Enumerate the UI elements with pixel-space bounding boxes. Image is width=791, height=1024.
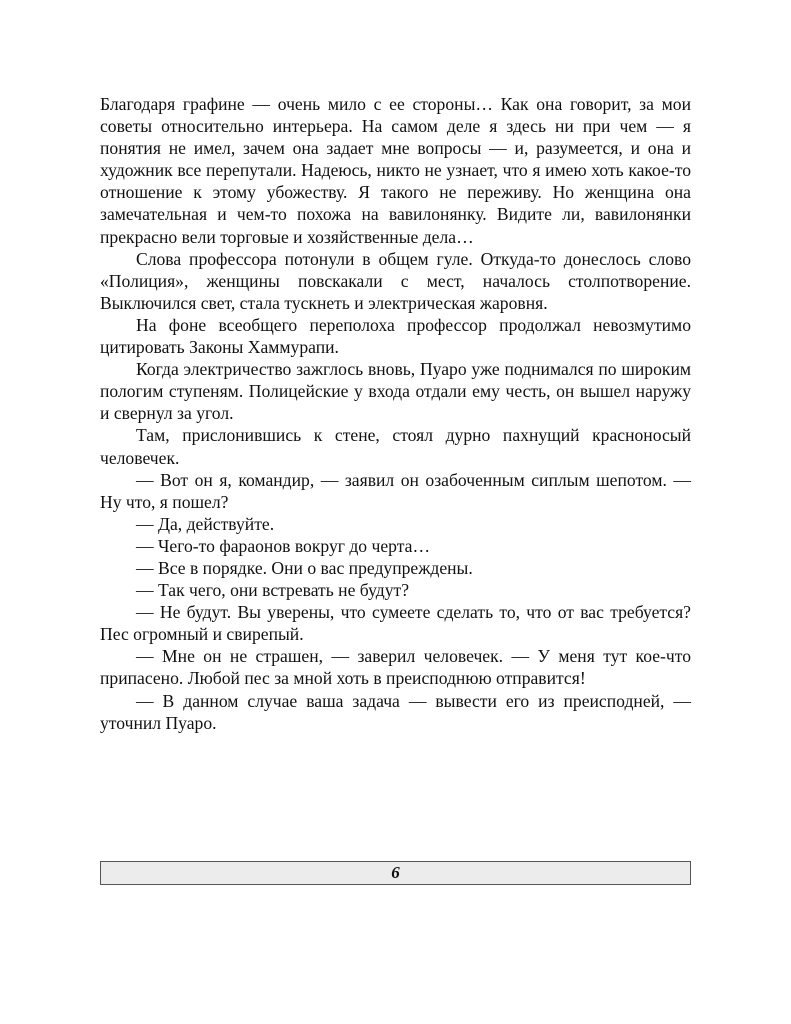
- page-text: [100, 93, 691, 734]
- dialogue-line: — В данном случае ваша задача — вывести его из преисподней, — уточнил Пуаро.: [100, 690, 691, 733]
- dialogue-line: — Не будут. Вы уверены, что сумеете сделать то, что от вас требуется? Пес огромный и свирепый.: [100, 602, 691, 645]
- paragraph: Слова профессора потонули в общем гуле. Откуда-то донеслось слово «Полиция», женщины повскакали с мест, началось столпотворение. Выключился свет, стала тускнеть и электрическая жаровня.: [100, 248, 691, 313]
- page-number: 6: [391, 863, 400, 882]
- dialogue-line: — Да, действуйте.: [136, 513, 275, 534]
- dialogue-line: — Чего-то фараонов вокруг до черта…: [136, 535, 431, 556]
- page-footer: [100, 861, 691, 885]
- paragraph: Благодаря графине — очень мило с ее стороны… Как она говорит, за мои советы относительно интерьера. На самом деле я здесь ни при чем — я понятия не имел, зачем она задает мне вопросы — и, разумеется, и она и художник все перепутали. Надеюсь, никто не узнает, что я имею хоть какое-то отношение к этому убожеству. Я такого не переживу. Но женщина она замечательная и чем-то похожа на вавилонянку. Видите ли, вавилонянки прекрасно вели торговые и хозяйственные дела…: [100, 94, 691, 247]
- paragraph: Когда электричество зажглось вновь, Пуаро уже поднимался по широким пологим ступеням. Полицейские у входа отдали ему честь, он вышел наружу и свернул за угол.: [100, 359, 691, 424]
- dialogue-line: — Мне он не страшен, — заверил человечек. — У меня тут кое-что припасено. Любой пес за мной хоть в преисподнюю отправится!: [100, 646, 691, 689]
- dialogue-line: — Все в порядке. Они о вас предупреждены.: [136, 557, 473, 578]
- paragraph: Там, прислонившись к стене, стоял дурно пахнущий красноносый человечек.: [100, 425, 691, 468]
- paragraph: На фоне всеобщего переполоха профессор продолжал невозмутимо цитировать Законы Хаммурапи.: [100, 314, 691, 358]
- dialogue-line: — Вот он я, командир, — заявил он озабоченным сиплым шепотом. — Ну что, я пошел?: [100, 469, 691, 512]
- dialogue-line: — Так чего, они встревать не будут?: [136, 580, 410, 601]
